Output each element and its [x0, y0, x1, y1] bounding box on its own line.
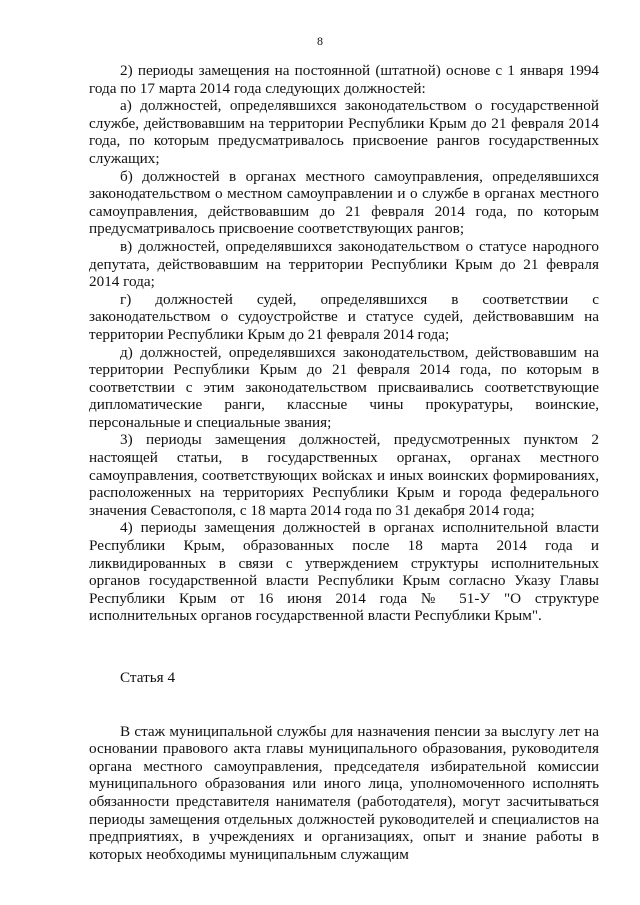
paragraph-item-3: 3) периоды замещения должностей, предусмотренных пунктом 2 настоящей статьи, в государственных органах, органах местного самоуправления, соответствующих войсках и иных воинских формированиях, расположенных на территориях Республики Крым и города федерального значения Севастополя, с 18 марта 2014 года по 31 декабря 2014 года; [89, 431, 599, 519]
page-number: 8 [317, 34, 323, 48]
paragraph-item-2: 2) периоды замещения на постоянной (штатной) основе с 1 января 1994 года по 17 марта 2014 года следующих должностей: [89, 62, 599, 97]
article-heading: Статья 4 [120, 669, 176, 686]
subparagraph-g: г) должностей судей, определявшихся в соответствии с законодательством о судоустройстве и статусе судей, действовавшим на территории Республики Крым до 21 февраля 2014 года; [89, 290, 599, 343]
paragraph-item-4: 4) периоды замещения должностей в органах исполнительной власти Республики Крым, образованных после 18 марта 2014 года и ликвидированных в связи с утверждением структуры исполнительных органов государственной власти Республики Крым согласно Указу Главы Республики Крым от 16 июня 2014 года № 51-У "О структуре исполнительных органов государственной власти Республики Крым". [89, 519, 599, 625]
subparagraph-b: б) должностей в органах местного самоуправления, определявшихся законодательством о местном самоуправлении и о службе в органах местного самоуправления, действовавшим до 21 февраля 2014 года, по которым предусматривалось присвоение соответствующих рангов; [89, 167, 599, 238]
subparagraph-d: д) должностей, определявшихся законодательством, действовавшим на территории Республики Крым до 21 февраля 2014 года, по которым в соответствии с этим законодательством присваивались соответствующие дипломатические ранги, классные чины прокуратуры, воинские, персональные и специальные звания; [89, 343, 599, 431]
subparagraph-v: в) должностей, определявшихся законодательством о статусе народного депутата, действовавшим на территории Республики Крым до 21 февраля 2014 года; [89, 237, 599, 291]
subparagraph-a: а) должностей, определявшихся законодательством о государственной службе, действовавшим на территории Республики Крым до 21 февраля 2014 года, по которым предусматривалось присвоение рангов государственных служащих; [89, 97, 599, 167]
document-body [89, 62, 599, 863]
article-paragraph: В стаж муниципальной службы для назначения пенсии за выслугу лет на основании правового акта главы муниципального образования, руководителя органа местного самоуправления, председателя избирательной комиссии муниципального образования или иного лица, уполномоченного исполнять обязанности представителя нанимателя (работодателя), могут засчитываться периоды замещения отдельных должностей руководителей и специалистов на предприятиях, в учреждениях и организациях, опыт и знание работы в которых необходимы муниципальным служащим [89, 722, 599, 863]
